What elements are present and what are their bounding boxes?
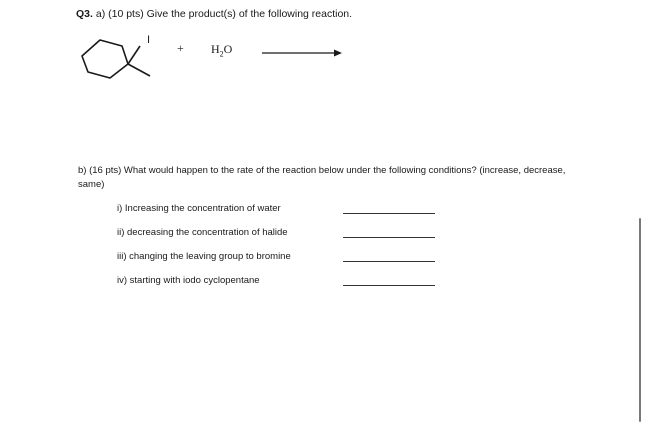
water-reagent [211, 42, 232, 58]
answer-blank[interactable] [343, 213, 435, 214]
iodine-bond [128, 46, 140, 64]
condition-row [117, 275, 457, 299]
reaction-arrow [262, 48, 342, 58]
question-number: Q3. [76, 8, 93, 20]
condition-row [117, 227, 457, 251]
methyl-bond [128, 64, 150, 76]
condition-text: ii) decreasing the concentration of halide [117, 227, 288, 238]
part-b-prompt: b) (16 pts) What would happen to the rate of the reaction below under the following conditions? (increase, decrease, same) [78, 165, 566, 190]
answer-blank[interactable] [343, 237, 435, 238]
reaction-plus: + [177, 41, 184, 55]
condition-row [117, 203, 457, 227]
water-subscript: 2 [219, 49, 224, 59]
conditions-list [117, 203, 457, 299]
condition-text: i) Increasing the concentration of water [117, 203, 281, 214]
answer-blank[interactable] [343, 285, 435, 286]
iodine-label: I [147, 34, 151, 46]
water-h: H [211, 42, 220, 56]
vertical-scrollbar[interactable] [639, 218, 641, 422]
question-header [76, 8, 352, 20]
answer-blank[interactable] [343, 261, 435, 262]
cyclohexane-ring [82, 40, 128, 78]
condition-text: iii) changing the leaving group to bromine [117, 251, 291, 262]
part-a-header: a) (10 pts) Give the product(s) of the following reaction. [95, 8, 353, 20]
condition-row [117, 251, 457, 275]
condition-text: iv) starting with iodo cyclopentane [117, 275, 260, 286]
water-o: O [223, 42, 233, 56]
